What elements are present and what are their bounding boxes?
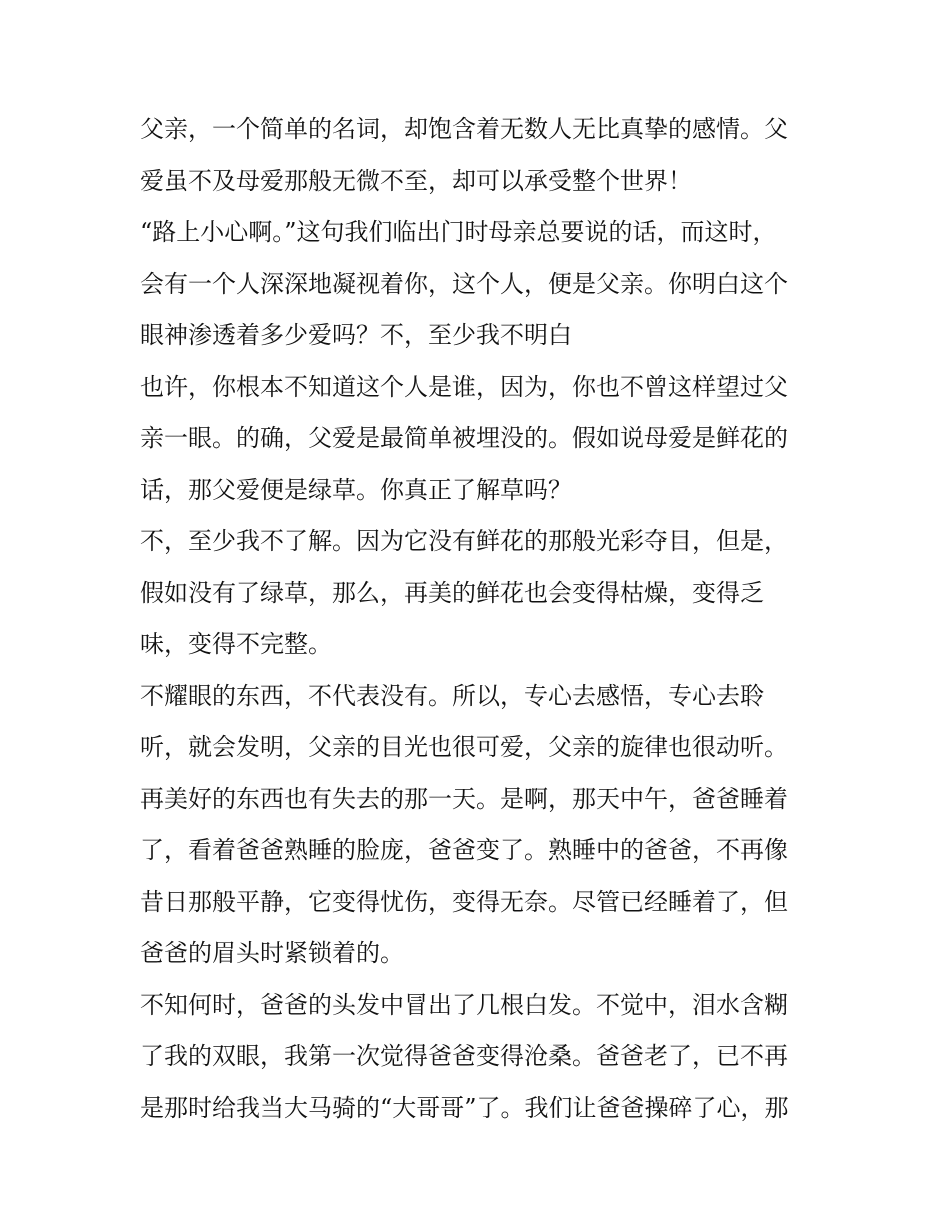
text-line: 眼神渗透着多少爱吗？不，至少我不明白 [140,321,572,349]
text-line: 也许，你根本不知道这个人是谁，因为，你也不曾这样望过父 [140,372,788,401]
text-line: 不，至少我不了解。因为它没有鲜花的那般光彩夺目，但是， [140,527,788,555]
text-line: 了，看着爸爸熟睡的脸庞，爸爸变了。熟睡中的爸爸，不再像 [140,836,788,864]
text-line: 亲一眼。的确，父爱是最简单被埋没的。假如说母爱是鲜花的 [140,424,788,452]
text-line: 爱虽不及母爱那般无微不至，却可以承受整个世界！ [140,166,692,195]
text-line: 爸爸的眉头时紧锁着的。 [140,939,404,967]
text-line: 了我的双眼，我第一次觉得爸爸变得沧桑。爸爸老了，已不再 [140,1042,788,1070]
text-line: 听，就会发明，父亲的目光也很可爱，父亲的旋律也很动听。 [140,733,788,761]
text-line: 会有一个人深深地凝视着你，这个人，便是父亲。你明白这个 [140,269,788,298]
text-line: 是那时给我当大马骑的“大哥哥”了。我们让爸爸操碎了心，那 [140,1093,789,1122]
document-body [140,104,820,1134]
text-line: 话，那父爱便是绿草。你真正了解草吗？ [140,475,572,504]
text-line: 昔日那般平静，它变得忧伤，变得无奈。尽管已经睡着了，但 [140,887,788,916]
text-line: 味，变得不完整。 [140,630,332,658]
text-line: 假如没有了绿草，那么，再美的鲜花也会变得枯燥，变得乏 [140,578,764,607]
text-line: “路上小心啊。”这句我们临出门时母亲总要说的话，而这时， [140,218,777,246]
text-line: 不知何时，爸爸的头发中冒出了几根白发。不觉中，泪水含糊 [140,990,788,1019]
text-line: 父亲，一个简单的名词，却饱含着无数人无比真挚的感情。父 [140,115,788,143]
text-line: 不耀眼的东西，不代表没有。所以，专心去感悟，专心去聆 [140,681,764,710]
text-line: 再美好的东西也有失去的那一天。是啊，那天中午，爸爸睡着 [140,784,788,813]
